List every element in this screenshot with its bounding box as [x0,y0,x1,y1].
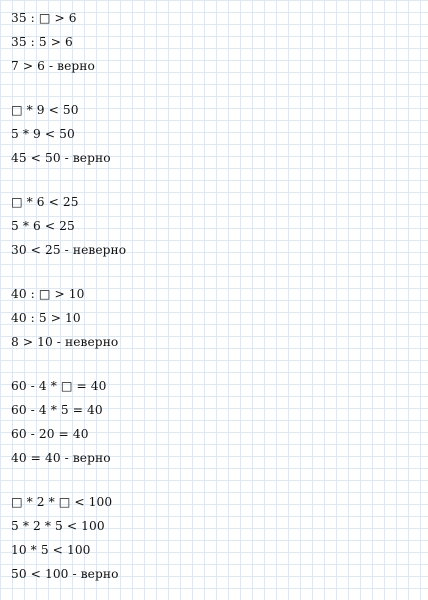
equation-line: 5 * 6 < 25 [11,219,75,233]
equation-line: 60 - 4 * □ = 40 [11,379,107,393]
problem-block-4 [11,282,421,354]
equation-line: 40 = 40 - верно [11,451,111,465]
notebook-page [11,0,421,600]
equation-line: 40 : 5 > 10 [11,311,81,325]
problem-block-5 [11,374,421,470]
block-spacer [11,262,421,282]
equation-line: 40 : □ > 10 [11,287,85,301]
problem-block-2 [11,98,421,170]
problem-block-1 [11,6,421,78]
block-spacer [11,354,421,374]
block-spacer [11,78,421,98]
equation-line: 8 > 10 - неверно [11,335,119,349]
equation-line: 10 * 5 < 100 [11,543,91,557]
equation-line: 7 > 6 - верно [11,59,95,73]
equation-line: 60 - 20 = 40 [11,427,89,441]
block-spacer [11,470,421,490]
equation-line: 50 < 100 - верно [11,567,119,581]
equation-line: 60 - 4 * 5 = 40 [11,403,103,417]
problem-block-6 [11,490,421,586]
equation-line: 5 * 2 * 5 < 100 [11,519,105,533]
equation-line: □ * 9 < 50 [11,103,79,117]
equation-line: □ * 6 < 25 [11,195,79,209]
equation-line: 5 * 9 < 50 [11,127,75,141]
equation-line: 30 < 25 - неверно [11,243,127,257]
equation-line: 35 : 5 > 6 [11,35,73,49]
equation-line: 35 : □ > 6 [11,11,77,25]
block-spacer [11,170,421,190]
equation-line: □ * 2 * □ < 100 [11,495,113,509]
equation-line: 45 < 50 - верно [11,151,111,165]
problem-block-3 [11,190,421,262]
